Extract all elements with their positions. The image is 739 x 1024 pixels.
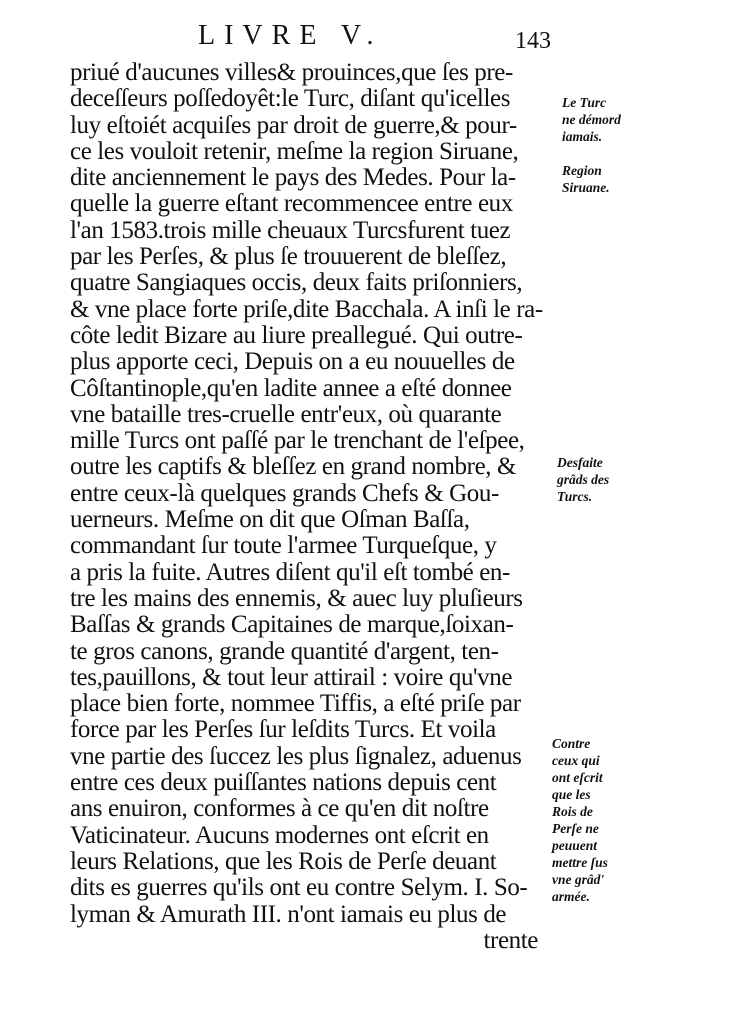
text-line: te gros canons, grande quantité d'argent, ten- xyxy=(70,637,499,665)
text-line: Vaticinateur. Aucuns modernes ont eſcrit en xyxy=(70,821,489,849)
margin-note-line: ne démord xyxy=(562,112,621,127)
text-line: entre ceux-là quelques grands Chefs & Gou- xyxy=(70,479,499,507)
text-line: vne partie des ſuccez les plus ſignalez, aduenus xyxy=(70,742,522,770)
text-line: uerneurs. Meſme on dit que Oſman Baſſa, xyxy=(70,506,470,534)
text-line: place bien forte, nommee Tiffis, a eſté priſe par xyxy=(70,690,521,718)
text-line: & vne place forte priſe,dite Bacchala. A inſi le ra- xyxy=(70,295,543,323)
text-line: plus apporte ceci, Depuis on a eu nouuelles de xyxy=(70,348,515,376)
catchword: trente xyxy=(483,926,538,954)
margin-note-line: Le Turc xyxy=(562,95,607,110)
text-line: tes,pauillons, & tout leur attirail : voire qu'vne xyxy=(70,663,513,691)
margin-note-line: Region xyxy=(562,163,602,178)
text-line: mille Turcs ont paſſé par le trenchant de l'eſpee, xyxy=(70,427,525,455)
text-line: priué d'aucunes villes& prouinces,que ſes pre- xyxy=(70,59,513,86)
text-line: luy eſtoiét acquiſes par droit de guerre,& pour- xyxy=(70,111,517,139)
margin-note-line: Perſe ne xyxy=(552,821,599,836)
text-line: entre ces deux puiſſantes nations depuis cent xyxy=(70,769,497,797)
text-line: côte ledit Bizare au liure preallegué. Qui outre- xyxy=(70,321,523,349)
text-line: par les Perſes, & plus ſe trouuerent de bleſſez, xyxy=(70,243,507,271)
text-line: Côſtantinople,qu'en ladite annee a eſté donnee xyxy=(70,374,512,402)
text-line: force par les Perſes ſur leſdits Turcs. Et voila xyxy=(70,716,496,744)
text-line: deceſſeurs poſſedoyêt:le Turc, diſant qu'icelles xyxy=(70,85,511,113)
body-text xyxy=(70,60,550,954)
text-line: dits es guerres qu'ils ont eu contre Selym. I. So- xyxy=(70,874,528,902)
text-line: leurs Relations, que les Rois de Perſe deuant xyxy=(70,847,497,875)
text-line: l'an 1583.trois mille cheuaux Turcsfurent tuez xyxy=(70,216,511,244)
text-line: quelle la guerre eſtant recommencee entre eux xyxy=(70,190,513,218)
margin-note-line: vne grâd' xyxy=(552,872,605,887)
margin-note-line: iamais. xyxy=(562,129,603,144)
text-line: vne bataille tres-cruelle entr'eux, où quarante xyxy=(70,400,502,428)
margin-note xyxy=(552,735,608,905)
margin-note xyxy=(562,162,610,196)
text-line: outre les captifs & bleſſez en grand nombre, & xyxy=(70,453,517,481)
margin-note-line: peuuent xyxy=(552,838,598,853)
running-title: LIVRE V. xyxy=(198,20,383,51)
margin-note-line: Desfaite xyxy=(557,455,603,470)
text-line: Baſſas & grands Capitaines de marque,ſoixan- xyxy=(70,611,514,639)
margin-note-line: Turcs. xyxy=(557,489,593,504)
text-line: commandant ſur toute l'armee Turqueſque, y xyxy=(70,532,497,560)
margin-note-line: Siruane. xyxy=(562,180,610,195)
margin-note-line: ont eſcrit xyxy=(552,770,603,785)
text-line: ans enuiron, conformes à ce qu'en dit noſtre xyxy=(70,795,489,823)
margin-note-line: Contre xyxy=(552,736,591,751)
margin-note-line: que les xyxy=(552,787,591,802)
text-line: a pris la fuite. Autres diſent qu'il eſt tombé en- xyxy=(70,558,510,586)
margin-note-line: grâds des xyxy=(557,472,610,487)
margin-note-line: ceux qui xyxy=(552,753,600,768)
text-line: tre les mains des ennemis, & auec luy pluſieurs xyxy=(70,584,523,612)
margin-note-line: Rois de xyxy=(552,804,593,819)
text-line: dite anciennement le pays des Medes. Pour la- xyxy=(70,164,516,192)
margin-note-line: mettre ſus xyxy=(552,855,608,870)
page-number: 143 xyxy=(515,28,551,54)
margin-note xyxy=(562,94,621,145)
margin-note xyxy=(557,454,609,505)
text-line: ce les vouloit retenir, meſme la region Siruane, xyxy=(70,137,519,165)
margin-note-line: armée. xyxy=(552,889,590,904)
text-line: lyman & Amurath III. n'ont iamais eu plus de xyxy=(70,900,507,928)
text-line: quatre Sangiaques occis, deux faits priſonniers, xyxy=(70,269,523,297)
